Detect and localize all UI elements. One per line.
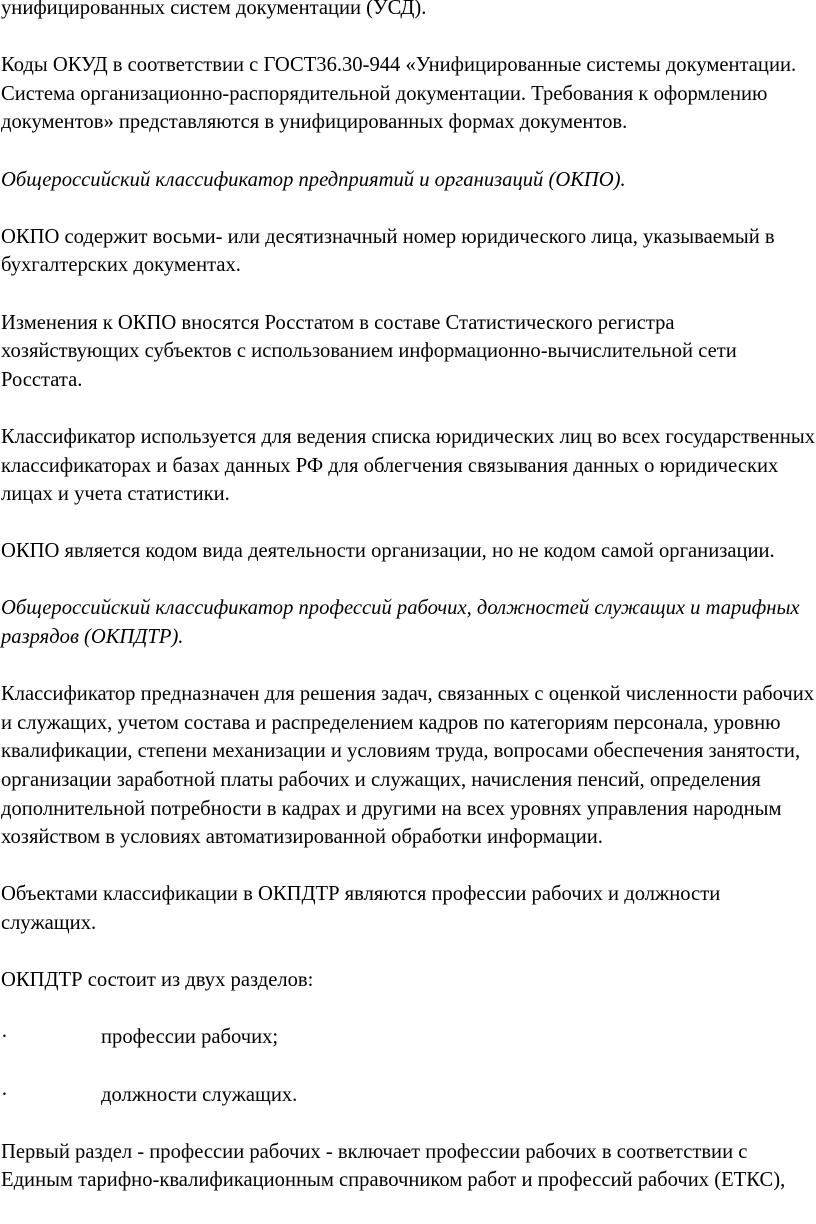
section-heading: Общероссийский классификатор предприятий и организаций (ОКПО). bbox=[1, 168, 626, 191]
paragraph: Классификатор используется для ведения списка юридических лиц во всех государственных классификаторах и базах данных РФ для облегчения связывания данных о юридических лицах и учета статистики. bbox=[1, 425, 815, 506]
bullet-marker: · bbox=[1, 1083, 8, 1106]
list-item bbox=[1, 1023, 816, 1052]
paragraph: Изменения к ОКПО вносятся Росстатом в составе Статистического регистра хозяйствующих субъектов с использованием информационно-вычислительной сети Росстата. bbox=[1, 311, 737, 391]
paragraph-line: Первый раздел - профессии рабочих - включает профессии рабочих в соответствии с bbox=[1, 1140, 748, 1163]
paragraph-line: Единым тарифно-квалификационным справочником работ и профессий рабочих (ЕТКС), bbox=[1, 1169, 786, 1192]
document-page bbox=[1, 0, 816, 1224]
paragraph: Коды ОКУД в соответствии с ГОСТ36.30-944 «Унифицированные системы документации. Система организационно-распорядительной документации. Требования к оформлению документов» представляются в унифицированных формах документов. bbox=[1, 54, 797, 134]
paragraph: унифицированных систем документации (УСД). bbox=[1, 0, 427, 19]
list-item-text: должности служащих. bbox=[101, 1083, 298, 1106]
section-heading: Общероссийский классификатор профессий рабочих, должностей служащих и тарифных разрядов (ОКПДТР). bbox=[1, 597, 800, 649]
list-item-text: профессии рабочих; bbox=[101, 1026, 279, 1049]
paragraph: ОКПО содержит восьми- или десятизначный номер юридического лица, указываемый в бухгалтерских документах. bbox=[1, 225, 775, 277]
bullet-marker: · bbox=[1, 1026, 8, 1049]
paragraph: Классификатор предназначен для решения задач, связанных с оценкой численности рабочих и служащих, учетом состава и распределением кадров по категориям персонала, уровню квалификации, степени механизации и условиям труда, вопросами обеспечения занятости, организации заработной платы рабочих и служащих, начисления пенсий, определения дополнительной потребности в кадрах и другими на всех уровнях управления народным хозяйством в условиях автоматизированной обработки информации. bbox=[1, 683, 815, 849]
paragraph bbox=[1, 1138, 816, 1195]
paragraph: ОКПО является кодом вида деятельности организации, но не кодом самой организации. bbox=[1, 540, 775, 563]
paragraph: Объектами классификации в ОКПДТР являются профессии рабочих и должности служащих. bbox=[1, 883, 721, 934]
list-item bbox=[1, 1081, 816, 1110]
paragraph: ОКПДТР состоит из двух разделов: bbox=[1, 969, 314, 992]
